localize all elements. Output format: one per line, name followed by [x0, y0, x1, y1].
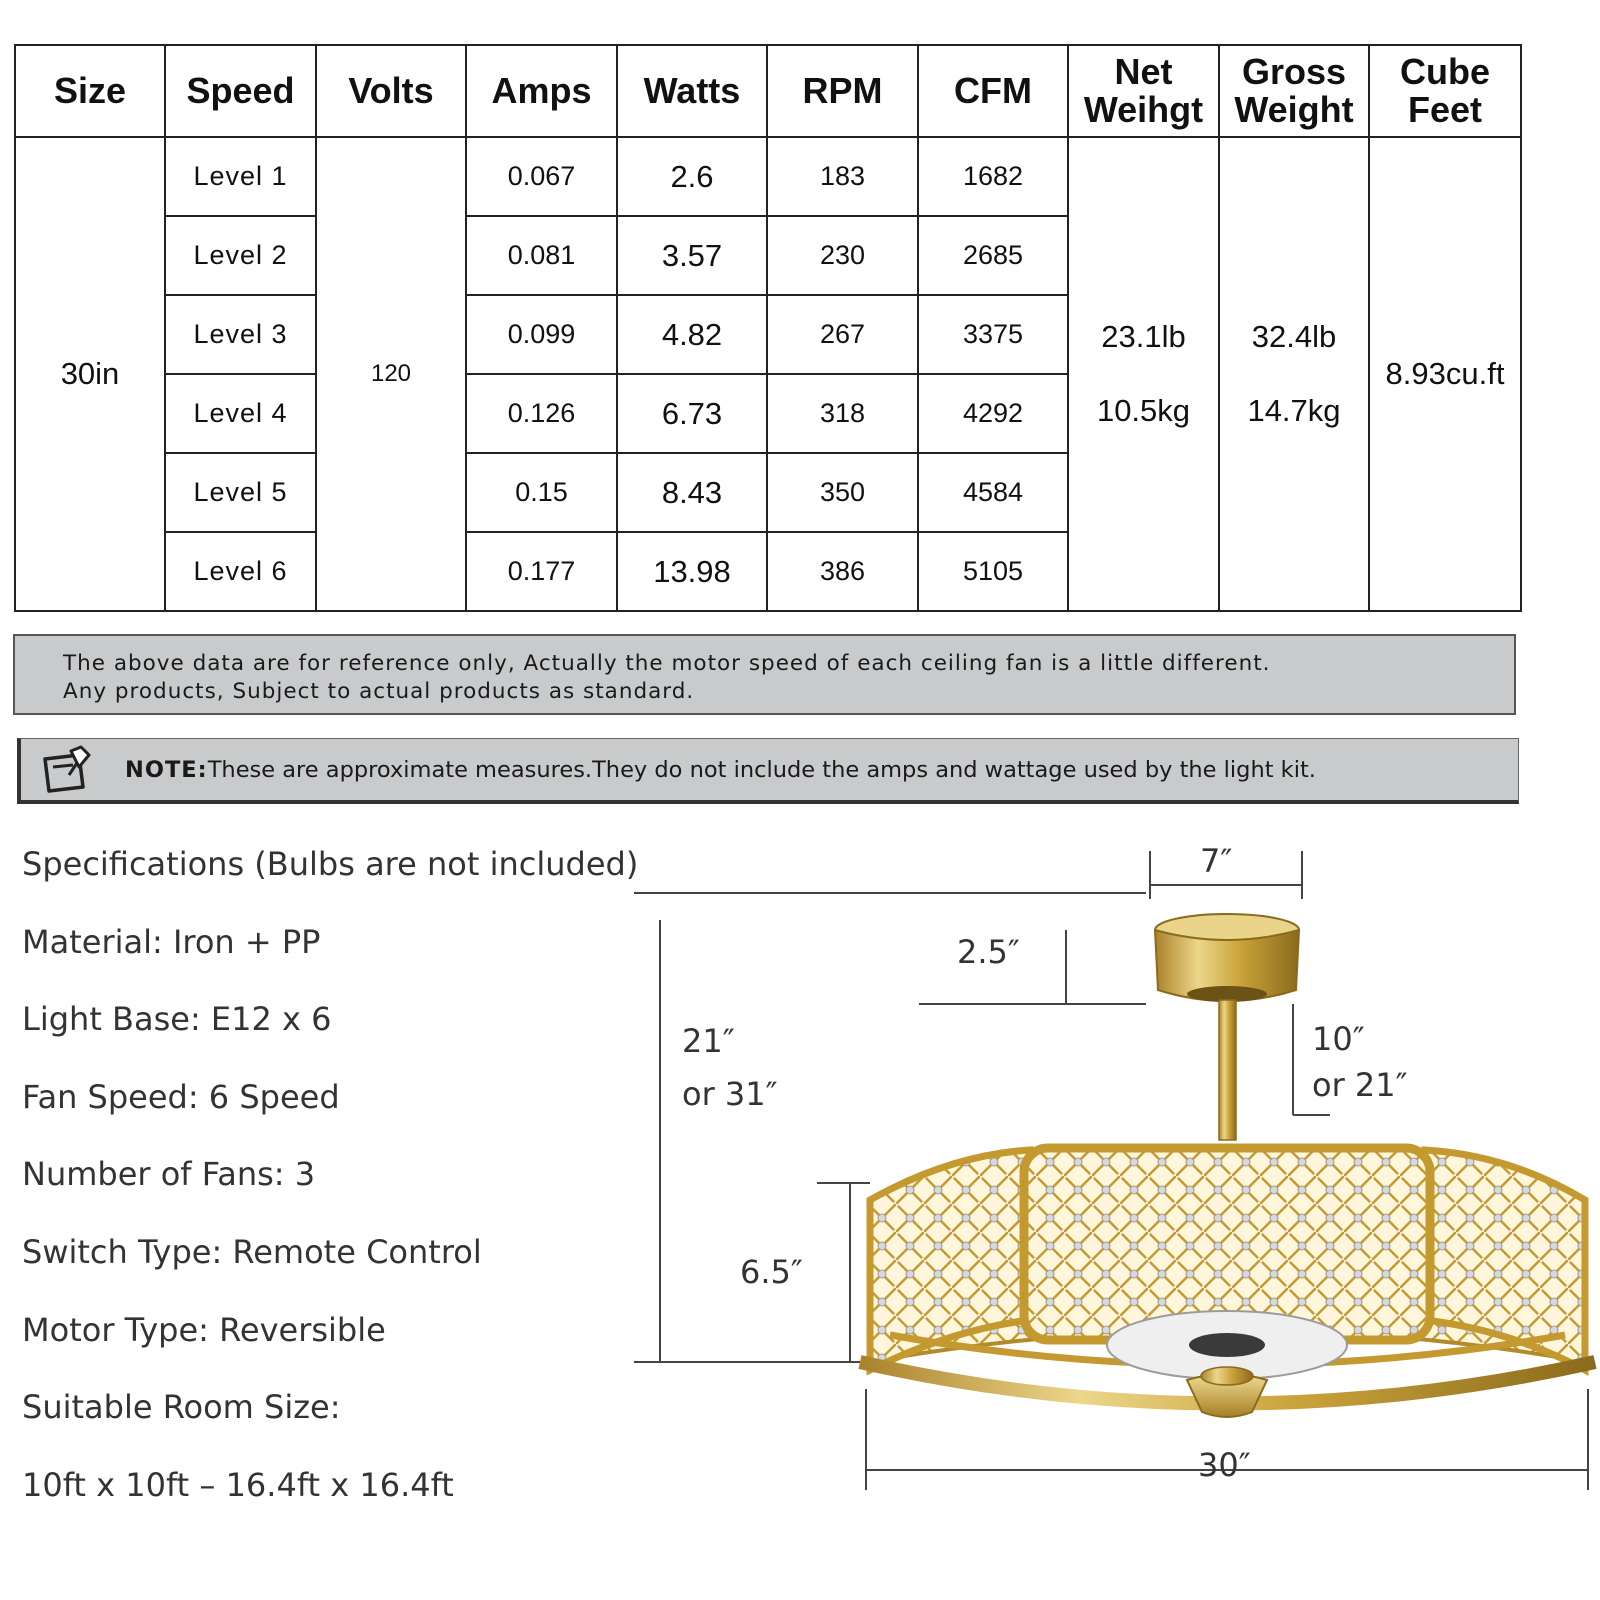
gross-weight-value: 14.7kg: [1247, 393, 1341, 428]
amps-cell: 0.081: [466, 216, 617, 295]
watts-cell: 4.82: [617, 295, 767, 374]
diameter-label: 30″: [1198, 1446, 1251, 1484]
downrod-label-2: or 21″: [1312, 1066, 1408, 1104]
rpm-cell: 350: [767, 453, 918, 532]
amps-cell: 0.067: [466, 137, 617, 216]
speed-cell: Level 6: [165, 532, 316, 611]
amps-cell: 0.177: [466, 532, 617, 611]
reference-notice-line1: The above data are for reference only, Actually the motor speed of each ceiling fan is a little different.: [63, 651, 1271, 676]
body-height-label: 6.5″: [740, 1253, 803, 1291]
column-header-line: Cube: [1400, 51, 1490, 92]
rpm-cell: 267: [767, 295, 918, 374]
cfm-cell: 1682: [918, 137, 1068, 216]
amps-cell: 0.099: [466, 295, 617, 374]
rpm-cell: 386: [767, 532, 918, 611]
spec-fan-speed: Fan Speed: 6 Speed: [22, 1077, 340, 1116]
spec-room-size-value: 10ft x 10ft – 16.4ft x 16.4ft: [22, 1465, 454, 1504]
downrod-label-1: 10″: [1312, 1020, 1365, 1058]
cfm-cell: 4584: [918, 453, 1068, 532]
total-height-label-2: or 31″: [682, 1075, 778, 1113]
net-weight-value: 10.5kg: [1096, 393, 1191, 428]
amps-cell: 0.126: [466, 374, 617, 453]
rpm-cell: 183: [767, 137, 918, 216]
watts-cell: 13.98: [617, 532, 767, 611]
cfm-cell: 5105: [918, 532, 1068, 611]
column-header-line: RPM: [802, 70, 883, 111]
size-cell: 30in: [15, 137, 165, 611]
speed-cell: Level 2: [165, 216, 316, 295]
gross-weight-value: 32.4lb: [1251, 319, 1337, 354]
note-label: NOTE:: [125, 756, 208, 783]
canopy-height-label: 2.5″: [957, 933, 1020, 971]
column-header-line: Size: [53, 70, 127, 111]
speed-cell: Level 5: [165, 453, 316, 532]
cfm-cell: 4292: [918, 374, 1068, 453]
spec-room-size-label: Suitable Room Size:: [22, 1388, 341, 1427]
specifications-heading: Specifications (Bulbs are not included): [22, 845, 639, 883]
total-height-label-1: 21″: [682, 1022, 735, 1060]
rpm-cell: 230: [767, 216, 918, 295]
spec-light-base: Light Base: E12 x 6: [22, 1000, 332, 1039]
watts-cell: 6.73: [617, 374, 767, 453]
watts-cell: 3.57: [617, 216, 767, 295]
column-header-line: Feet: [1407, 89, 1483, 130]
net-weight-value: 23.1lb: [1101, 319, 1186, 354]
column-header-line: Weihgt: [1083, 89, 1204, 130]
speed-cell: Level 4: [165, 374, 316, 453]
column-header-line: Weight: [1234, 89, 1354, 130]
cfm-cell: 2685: [918, 216, 1068, 295]
column-header-line: Gross: [1241, 51, 1347, 92]
watts-cell: 8.43: [617, 453, 767, 532]
spec-number-of-fans: Number of Fans: 3: [22, 1155, 316, 1194]
canopy-width-label: 7″: [1200, 842, 1233, 880]
watts-cell: 2.6: [617, 137, 767, 216]
column-header-line: Watts: [643, 70, 741, 111]
column-header-line: Net: [1114, 51, 1173, 92]
column-header-line: Amps: [491, 70, 592, 111]
column-header-line: Volts: [348, 70, 434, 111]
spec-motor-type: Motor Type: Reversible: [22, 1310, 386, 1349]
column-header-line: CFM: [954, 70, 1032, 111]
column-header-line: Speed: [186, 70, 295, 111]
cfm-cell: 3375: [918, 295, 1068, 374]
cube-feet-cell: 8.93cu.ft: [1369, 137, 1521, 611]
speed-cell: Level 3: [165, 295, 316, 374]
reference-notice-line2: Any products, Subject to actual products as standard.: [63, 679, 695, 704]
speed-cell: Level 1: [165, 137, 316, 216]
note-text: These are approximate measures.They do not include the amps and wattage used by the light kit.: [207, 756, 1316, 783]
ceiling-fan-illustration: [860, 914, 1595, 1417]
volts-cell: 120: [316, 137, 466, 611]
amps-cell: 0.15: [466, 453, 617, 532]
spec-switch-type: Switch Type: Remote Control: [22, 1232, 482, 1271]
rpm-cell: 318: [767, 374, 918, 453]
spec-material: Material: Iron + PP: [22, 922, 321, 961]
